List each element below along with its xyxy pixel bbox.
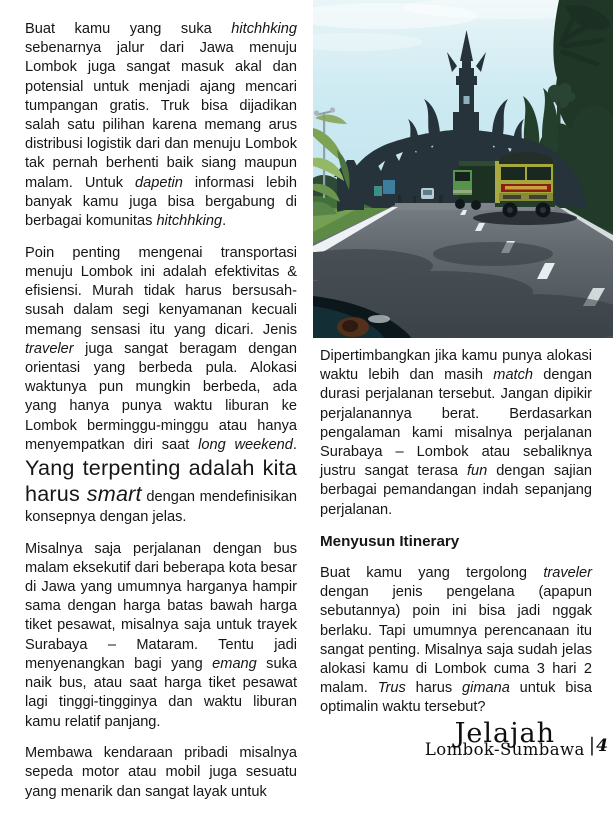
page-number: 4: [596, 736, 608, 756]
page-number-separator: |: [588, 734, 596, 756]
road-gate-photo: [313, 0, 613, 338]
page-footer: [408, 704, 608, 760]
left-text-column: [25, 20, 297, 814]
paragraph-transport-points: Poin penting mengenai transportasi menuju Lombok ini adalah efektivitas & efisiensi. Murah tidak harus bersusah-susah dalam segi kenyamanan kecuali memang sensasi itu yang dicari. Jenis traveler juga sangat beragam dengan orientasi yang berbeda pula. Alokasi waktunya pun mungkin berbeda, ada yang hanya punya waktu liburan ke Lombok berminggu-minggu atau hanya menyempatkan diri saat long weekend. Yang terpenting adalah kita harus smart dengan mendefinisikan konsepnya dengan jelas.: [25, 244, 297, 525]
section-heading-itinerary: Menyusun Itinerary: [320, 533, 460, 551]
paragraph-hitchhiking: Buat kamu yang suka hitchhking sebenarnya jalur dari Jawa menuju Lombok juga sangat masuk akal dan potensial untuk menjadi ajang mencari tumpangan gratis. Truk bisa dijadikan salah satu pilihan karena memang arus distribusi logistik dari dan menuju Lombok tak pernah berhenti baik siang maupun malam. Untuk dapetin informasi lebih banyak kamu juga bisa bergabung di berbagai komunitas hitchhking.: [25, 21, 297, 230]
paragraph-bus-travel: Misalnya saja perjalanan dengan bus malam eksekutif dari beberapa kota besar di Jawa yang umumnya harganya hampir sama dengan harga batas bawah harga tiket pesawat, misalnya saja untuk trayek Surabaya – Mataram. Tentu jadi menyenangkan bagi yang emang suka naik bus, atau saat harga tiket pesawat lagi tinggi-tingginya dan waktu liburan kamu relatif panjang.: [25, 540, 297, 730]
paragraph-considerations: Dipertimbangkan jika kamu punya alokasi waktu lebih dan masih match dengan durasi perjalanan tersebut. Jangan dipikir perjalanannya berat. Berdasarkan pengalaman kami misalnya perjalanan Surabaya – Lombok atau sebaliknya justru sangat terasa fun dengan sajian berbagai pemandangan indah sepanjang perjalanan.: [320, 348, 592, 518]
page-number-block: [589, 734, 608, 760]
brand-title: Jelajah: [454, 717, 556, 749]
paragraph-itinerary: Buat kamu yang tergolong traveler dengan jenis pengelana (apapun sebutannya) poin ini bisa jadi nggak berlaku. Tapi umumnya perencanaan itu sangat penting. Misalnya saja sudah jelas alokasi kamu di Lombok cuma 3 hari 2 malam. Trus harus gimana untuk bisa optimalin waktu tersebut?: [320, 565, 592, 716]
paragraph-private-vehicle: Membawa kendaraan pribadi misalnya sepeda motor atau mobil juga sesuatu yang menarik dan sangat layak untuk: [25, 745, 297, 800]
right-text-column: [320, 347, 592, 730]
book-brand-logo: [424, 717, 585, 760]
brand-subtitle: Lombok-Sumbawa: [424, 740, 585, 760]
